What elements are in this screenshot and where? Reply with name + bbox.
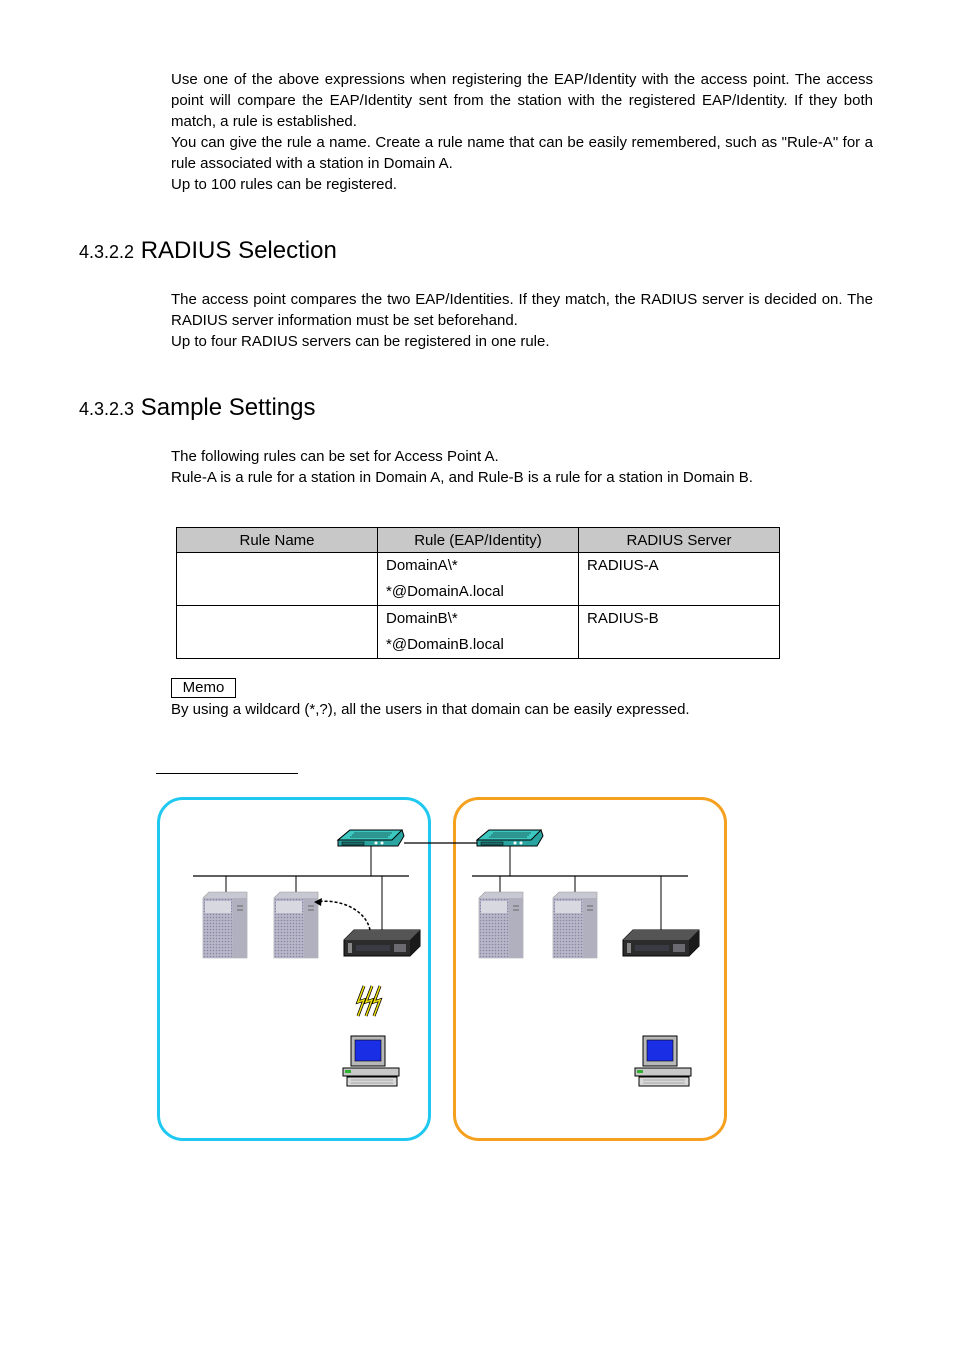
radius-server-value: RADIUS-B bbox=[587, 610, 659, 627]
radius-text-1: The access point compares the two EAP/Identities. If they match, the RADIUS server is decided on. The RADIUS server information must be set beforehand. bbox=[171, 291, 873, 329]
access-point-icon bbox=[338, 830, 404, 846]
header-rule-name: Rule Name bbox=[177, 528, 378, 553]
identity-value: *@DomainB.local bbox=[386, 636, 504, 653]
wireless-signal-icon bbox=[374, 986, 380, 1016]
radius-server-value: RADIUS-A bbox=[587, 557, 659, 574]
header-rule-identity: Rule (EAP/Identity) bbox=[378, 528, 579, 553]
wireless-signal-icon bbox=[366, 986, 372, 1016]
server-icon bbox=[553, 892, 597, 958]
sample-text-2: Rule-A is a rule for a station in Domain A, and Rule-B is a rule for a station in Domain B. bbox=[171, 469, 753, 486]
heading-title: RADIUS Selection bbox=[140, 237, 337, 264]
query-arrow bbox=[316, 901, 370, 930]
wireless-signal-icon bbox=[358, 986, 364, 1016]
intro-text-1: Use one of the above expressions when registering the EAP/Identity with the access point. The access point will compare the EAP/Identity sent from the station with the registered EAP/Identity. If they both match, a rule is established. bbox=[171, 71, 873, 130]
radius-text-2: Up to four RADIUS servers can be registered in one rule. bbox=[171, 333, 550, 350]
server-icon bbox=[274, 892, 318, 958]
workstation-icon bbox=[343, 1036, 399, 1086]
memo-text: By using a wildcard (*,?), all the users in that domain can be easily expressed. bbox=[171, 701, 690, 718]
radius-server-icon bbox=[344, 930, 420, 956]
identity-value: DomainA\* bbox=[386, 557, 458, 574]
identity-value: *@DomainA.local bbox=[386, 583, 504, 600]
server-icon bbox=[203, 892, 247, 958]
server-icon bbox=[479, 892, 523, 958]
workstation-icon bbox=[635, 1036, 691, 1086]
radius-server-icon bbox=[623, 930, 699, 956]
heading-number: 4.3.2.3 bbox=[79, 399, 135, 419]
access-point-icon bbox=[477, 830, 543, 846]
heading-number: 4.3.2.2 bbox=[79, 242, 135, 262]
sample-text-1: The following rules can be set for Access Point A. bbox=[171, 448, 499, 465]
intro-text-3: Up to 100 rules can be registered. bbox=[171, 176, 397, 193]
identity-value: DomainB\* bbox=[386, 610, 458, 627]
intro-text-2: You can give the rule a name. Create a rule name that can be easily remembered, such as "Rule-A" for a rule associated with a station in Domain A. bbox=[171, 134, 873, 172]
heading-title: Sample Settings bbox=[140, 394, 316, 421]
header-radius-server: RADIUS Server bbox=[579, 528, 780, 553]
memo-label: Memo bbox=[171, 678, 236, 698]
